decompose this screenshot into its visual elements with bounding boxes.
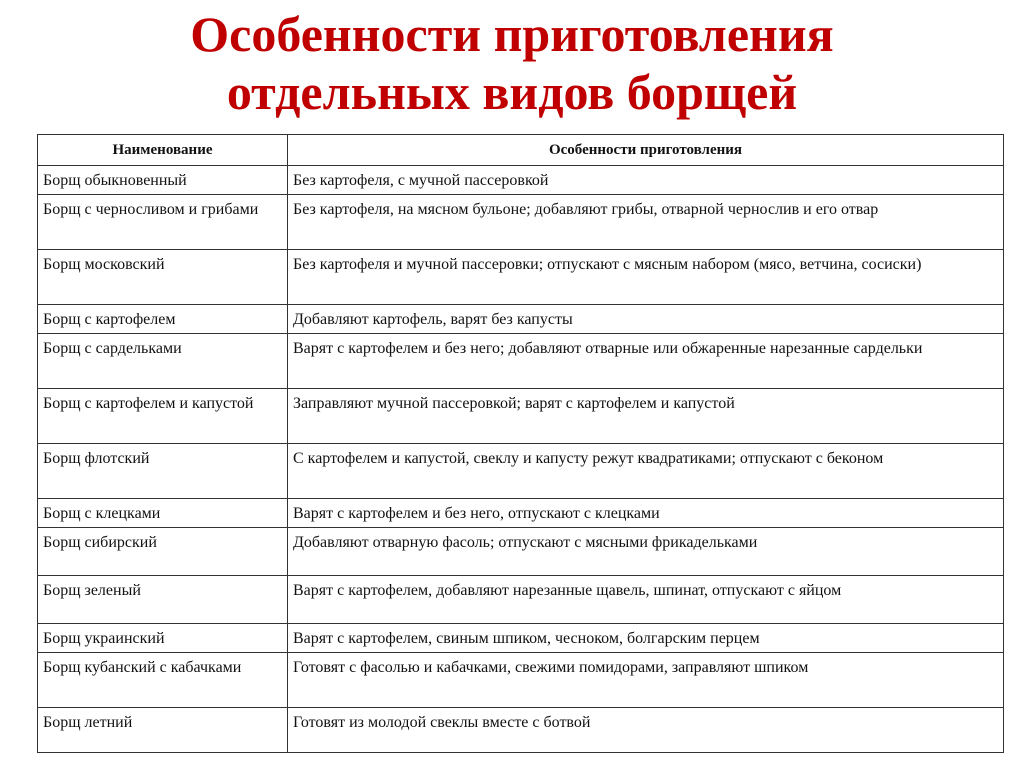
row-desc: Готовят из молодой свеклы вместе с ботвой <box>288 708 1004 753</box>
header-features: Особенности приготовления <box>288 135 1004 166</box>
row-name: Борщ с клецками <box>38 499 288 528</box>
row-name: Борщ украинский <box>38 624 288 653</box>
borscht-table <box>37 134 1004 753</box>
row-name: Борщ зеленый <box>38 576 288 624</box>
table-row <box>38 528 1004 576</box>
row-name: Борщ с картофелем <box>38 305 288 334</box>
row-desc: Добавляют отварную фасоль; отпускают с мясными фрикадельками <box>288 528 1004 576</box>
table-row <box>38 653 1004 708</box>
page-title <box>0 0 1024 126</box>
row-name: Борщ кубанский с кабачками <box>38 653 288 708</box>
table-row <box>38 250 1004 305</box>
row-name: Борщ обыкновенный <box>38 166 288 195</box>
table-row <box>38 624 1004 653</box>
title-line-1: Особенности приготовления <box>190 6 834 62</box>
title-line-2: отдельных видов борщей <box>226 64 798 120</box>
table-row <box>38 166 1004 195</box>
row-desc: Готовят с фасолью и кабачками, свежими помидорами, заправляют шпиком <box>288 653 1004 708</box>
row-name: Борщ флотский <box>38 444 288 499</box>
row-name: Борщ с картофелем и капустой <box>38 389 288 444</box>
row-desc: Варят с картофелем, свиным шпиком, чесноком, болгарским перцем <box>288 624 1004 653</box>
row-name: Борщ с сардельками <box>38 334 288 389</box>
row-desc: С картофелем и капустой, свеклу и капусту режут квадратиками; отпускают с беконом <box>288 444 1004 499</box>
table-row <box>38 499 1004 528</box>
row-name: Борщ московский <box>38 250 288 305</box>
table-row <box>38 444 1004 499</box>
row-name: Борщ сибирский <box>38 528 288 576</box>
row-desc: Варят с картофелем и без него; добавляют отварные или обжаренные нарезанные сардельки <box>288 334 1004 389</box>
row-desc: Заправляют мучной пассеровкой; варят с картофелем и капустой <box>288 389 1004 444</box>
row-desc: Без картофеля, на мясном бульоне; добавляют грибы, отварной чернослив и его отвар <box>288 195 1004 250</box>
row-desc: Варят с картофелем, добавляют нарезанные щавель, шпинат, отпускают с яйцом <box>288 576 1004 624</box>
row-desc: Без картофеля и мучной пассеровки; отпускают с мясным набором (мясо, ветчина, сосиски) <box>288 250 1004 305</box>
table-row <box>38 389 1004 444</box>
header-name: Наименование <box>38 135 288 166</box>
row-name: Борщ с черносливом и грибами <box>38 195 288 250</box>
table-row <box>38 195 1004 250</box>
table-row <box>38 576 1004 624</box>
row-name: Борщ летний <box>38 708 288 753</box>
table-row <box>38 334 1004 389</box>
row-desc: Добавляют картофель, варят без капусты <box>288 305 1004 334</box>
table-header-row <box>38 135 1004 166</box>
row-desc: Без картофеля, с мучной пассеровкой <box>288 166 1004 195</box>
table-row <box>38 305 1004 334</box>
row-desc: Варят с картофелем и без него, отпускают с клецками <box>288 499 1004 528</box>
table-row <box>38 708 1004 753</box>
